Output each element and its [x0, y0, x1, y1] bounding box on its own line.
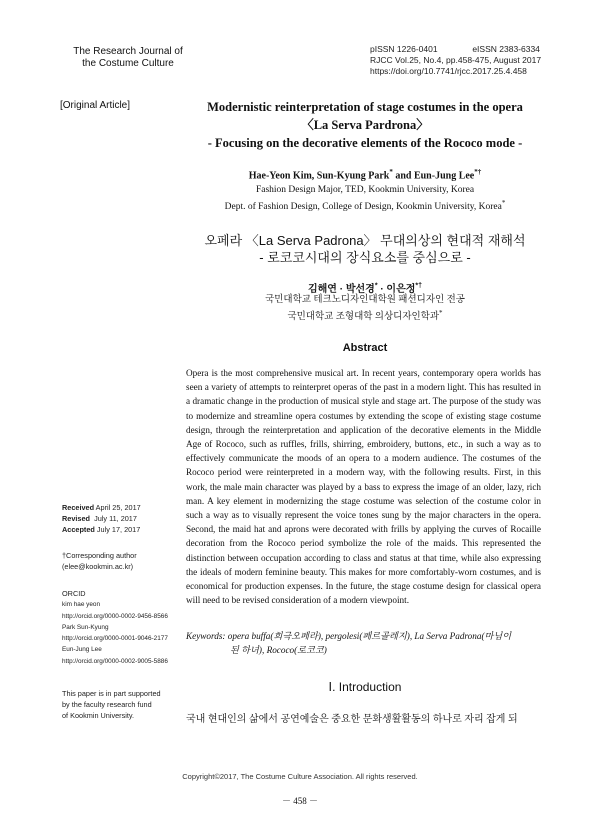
article-type-tag: [Original Article]	[60, 100, 131, 111]
intro-heading: Ⅰ. Introduction	[328, 680, 402, 694]
pissn: pISSN 1226-0401	[370, 44, 438, 54]
dates-block	[62, 502, 141, 535]
orcid-link-1[interactable]: http://orcid.org/0000-0002-9456-8566	[62, 612, 168, 620]
copyright-notice: Copyright©2017, The Costume Culture Association. All rights reserved.	[182, 772, 418, 781]
korean-authors	[180, 280, 550, 295]
korean-affiliation-2-mark: *	[439, 309, 443, 317]
korean-author-last: · 이은정	[377, 284, 416, 295]
korean-author-mark: *	[374, 282, 378, 290]
funding-line1: This paper is in part supported	[62, 689, 161, 698]
journal-name-line1: The Research Journal of	[73, 46, 183, 57]
affiliation-2	[180, 197, 550, 214]
orcid-name-1: kim hae yeon	[62, 601, 101, 609]
revised-label: Revised	[62, 514, 90, 523]
korean-affiliations	[180, 294, 550, 324]
eissn: eISSN 2383-6334	[472, 44, 540, 54]
author-mark-corr: *†	[474, 168, 482, 176]
korean-affiliation-1: 국민대학교 테크노디자인대학원 패션디자인 전공	[265, 295, 465, 305]
korean-title-line1: 오페라 〈La Serva Padrona〉 무대의상의 현대적 재해석	[204, 233, 526, 248]
korean-affiliation-2	[180, 307, 550, 324]
affiliations	[180, 184, 550, 214]
accepted-date: July 17, 2017	[96, 525, 141, 534]
author-mark: *	[389, 168, 393, 176]
corresponding-author	[62, 550, 137, 572]
funding-line2: by the faculty research fund	[62, 700, 152, 709]
title-line2: 〈La Serva Pardrona〉	[301, 118, 429, 132]
journal-name	[58, 46, 198, 70]
page-number: － 458 －	[281, 796, 318, 806]
revised-row	[62, 513, 141, 524]
affiliation-1: Fashion Design Major, TED, Kookmin University, Korea	[255, 185, 475, 195]
issn-block	[370, 44, 540, 77]
keywords-label: Keywords:	[186, 631, 226, 641]
orcid-name-3: Eun-Jung Lee	[62, 646, 102, 654]
korean-author-names: 김해연 · 박선경	[307, 284, 375, 295]
keywords-line2: 된 하녀), Rococo(로코코)	[230, 645, 327, 655]
corresponding-email[interactable]: (elee@kookmin.ac.kr)	[62, 562, 134, 571]
corresponding-label: †Corresponding author	[62, 551, 137, 560]
orcid-link-3[interactable]: http://orcid.org/0000-0002-9005-5886	[62, 657, 168, 665]
received-date: April 25, 2017	[95, 503, 141, 512]
article-title	[180, 98, 550, 152]
accepted-label: Accepted	[62, 525, 95, 534]
funding-line3: of Kookmin University.	[62, 711, 135, 720]
affiliation-2-mark: *	[501, 199, 506, 207]
korean-author-mark-corr: *†	[415, 282, 423, 290]
author-last: and Eun-Jung Lee	[392, 170, 475, 182]
doi-link[interactable]: https://doi.org/10.7741/rjcc.2017.25.4.458	[370, 66, 527, 76]
received-row	[62, 502, 141, 513]
issn-line	[370, 44, 540, 55]
accepted-row	[62, 524, 141, 535]
keywords	[186, 629, 541, 657]
revised-date: July 11, 2017	[94, 514, 137, 523]
affiliation-2-text: Dept. of Fashion Design, College of Design, Kookmin University, Korea	[224, 202, 502, 213]
keywords-line1	[186, 629, 541, 643]
journal-name-line2: the Costume Culture	[82, 58, 174, 69]
author-list	[180, 168, 550, 181]
korean-title	[180, 232, 550, 266]
abstract-heading: Abstract	[342, 342, 388, 354]
title-line3: - Focusing on the decorative elements of the Rococo mode -	[207, 136, 523, 150]
abstract-body: Opera is the most comprehensive musical art. In recent years, contemporary opera worlds has seen a variety of attempts to reinterpret operas of the past in a modern light. This has resulted in a dramatic change in the production of musical style and stage art. The purpose of the study was to modernize and streamline opera costumes by extending the scope of existing stage costume design, through the reinterpretation and application of the decorative elements in the Middle Age of Rococo, such as ruffles, frills, shirring, embroidery, buttons, etc., in such a way as to effectively communicate the moods of an opera to a modern audience. The costumes of the Rococo period were reinterpreted in a modern way, with the following results. First, in this work, the male main character was played by a bass to express the image of an older, lazy, rich man. A key element in modernizing the stage costume was selection of the costume color in such a way as to visually represent the voice tones sung by the major characters in the opera. Second, the maid hat and aprons were decorated with frills by applying the curves of Rocaille decoration from the Rococo period symbolize the role of the maids. This represented the distinction between occupation according to class and status at that time, while also expressing the ideals of modern feminine beauty. This makes for more comfortably-worn costumes, and is economical for production expenses. In the future, the stage costume design for classical opera will need to be revised consideration of a modern viewpoint.	[186, 368, 541, 606]
orcid-name-2: Park Sun-Kyung	[62, 623, 109, 631]
korean-affiliation-2-text: 국민대학교 조형대학 의상디자인학과	[287, 312, 440, 323]
orcid-block	[62, 588, 168, 667]
orcid-label: ORCID	[62, 589, 86, 598]
volume-info: RJCC Vol.25, No.4, pp.458-475, August 2017	[370, 55, 542, 65]
title-line1: Modernistic reinterpretation of stage costumes in the opera	[207, 100, 523, 114]
orcid-link-2[interactable]: http://orcid.org/0000-0001-9046-2177	[62, 635, 168, 643]
author-names: Hae-Yeon Kim, Sun-Kyung Park	[248, 170, 390, 182]
korean-title-line2: - 로코코시대의 장식요소를 중심으로 -	[259, 250, 471, 265]
funding-note	[62, 688, 161, 721]
received-label: Received	[62, 503, 95, 512]
keywords-list-1: opera buffa(희극오페라), pergolesi(페르골레지), La Serva Padrona(마님이	[225, 631, 512, 641]
intro-text: 국내 현대인의 삶에서 공연예술은 중요한 문화생활활동의 하나로 자리 잡게 되	[186, 714, 518, 725]
